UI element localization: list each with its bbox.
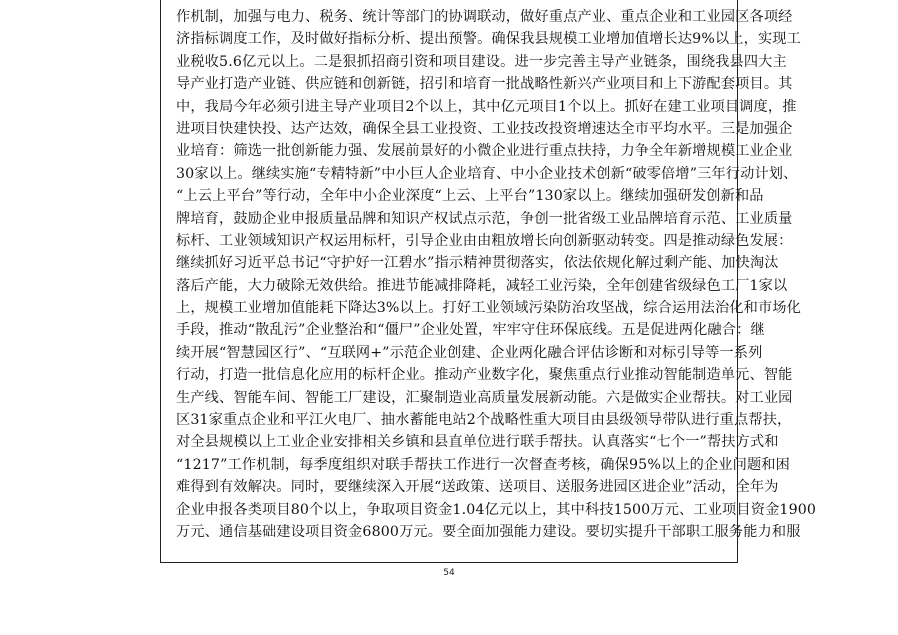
text-line: 继续抓好习近平总书记“守护好一江碧水”指示精神贯彻落实，依法依规化解过剩产能、加快淘汰 xyxy=(176,255,779,272)
body-text xyxy=(176,6,817,543)
text-line: 续开展“智慧园区行”、“互联网+”示范企业创建、企业两化融合评估诊断和对标引导等一系列 xyxy=(176,344,763,361)
text-line: 万元、通信基础建设项目资金6800万元。要全面加强能力建设。要切实提升干部职工服务能力和服 xyxy=(176,523,801,540)
text-line: 手段，推动“散乱污”企业整治和“僵尸”企业处置，牢牢守住环保底线。五是促进两化融合：继 xyxy=(176,322,765,339)
text-line: “上云上平台”等行动，全年中小企业深度“上云、上平台”130家以上。继续加强研发创新和品 xyxy=(176,188,764,205)
text-line: 业税收5.6亿元以上。二是狠抓招商引资和项目建设。进一步完善主导产业链条，围绕我县四大主 xyxy=(176,53,787,70)
page-number: 54 xyxy=(443,568,455,578)
text-line: 上，规模工业增加值能耗下降达3%以上。打好工业领域污染防治攻坚战，综合运用法治化和市场化 xyxy=(176,300,801,317)
text-line: “1217”工作机制，每季度组织对联手帮扶工作进行一次督查考核，确保95%以上的企业问题和困 xyxy=(176,456,790,473)
text-line: 业培育：筛选一批创新能力强、发展前景好的小微企业进行重点扶持，力争全年新增规模工业企业 xyxy=(176,143,793,160)
text-line: 生产线、智能车间、智能工厂建设，汇聚制造业高质量发展新动能。六是做实企业帮扶。对工业园 xyxy=(176,389,793,406)
text-line: 济指标调度工作，及时做好指标分析、提出预警。确保我县规模工业增加值增长达9%以上，实现工 xyxy=(176,31,801,48)
text-line: 30家以上。继续实施“专精特新”中小巨人企业培育、中小企业技术创新“破零倍增”三年行动计划、 xyxy=(176,165,798,182)
text-line: 中，我局今年必须引进主导产业项目2个以上，其中亿元项目1个以上。抓好在建工业项目调度，推 xyxy=(176,98,797,115)
text-line: 落后产能，大力破除无效供给。推进节能减排降耗，减轻工业污染，全年创建省级绿色工厂1家以 xyxy=(176,277,788,294)
text-line: 对全县规模以上工业企业安排相关乡镇和县直单位进行联手帮扶。认真落实“七个一”帮扶方式和 xyxy=(176,434,779,451)
text-line: 作机制，加强与电力、税务、统计等部门的协调联动，做好重点产业、重点企业和工业园区各项经 xyxy=(176,9,793,25)
text-line: 行动，打造一批信息化应用的标杆企业。推动产业数字化，聚焦重点行业推动智能制造单元、智能 xyxy=(176,367,793,384)
text-line: 牌培育，鼓励企业申报质量品牌和知识产权试点示范，争创一批省级工业品牌培育示范、工业质量 xyxy=(176,210,793,227)
text-line: 区31家重点企业和平江火电厂、抽水蓄能电站2个战略性重大项目由县级领导带队进行重点帮扶， xyxy=(176,412,792,429)
text-line: 企业申报各类项目80个以上，争取项目资金1.04亿元以上，其中科技1500万元、工业项目资金1900 xyxy=(176,501,817,518)
text-line: 导产业打造产业链、供应链和创新链，招引和培育一批战略性新兴产业项目和上下游配套项目。其 xyxy=(176,76,793,93)
text-line: 难得到有效解决。同时，要继续深入开展“送政策、送项目、送服务进园区进企业”活动，全年为 xyxy=(176,479,779,496)
text-line: 标杆、工业领域知识产权运用标杆，引导企业由由粗放增长向创新驱动转变。四是推动绿色发展： xyxy=(176,232,793,249)
text-line: 进项目快建快投、达产达效，确保全县工业投资、工业技改投资增速达全市平均水平。三是加强企 xyxy=(176,120,793,137)
